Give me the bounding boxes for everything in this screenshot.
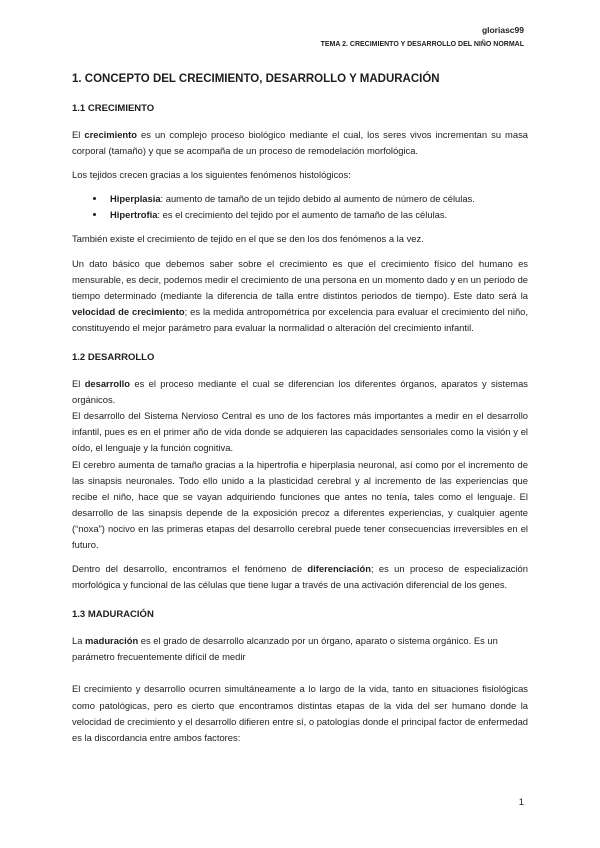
section-heading-crecimiento: 1.1 CRECIMIENTO	[72, 103, 155, 114]
section-heading-maduracion: 1.3 MADURACIÓN	[72, 609, 154, 621]
section-heading-desarrollo: 1.2 DESARROLLO	[72, 352, 155, 364]
header-author: gloriasc99	[481, 25, 524, 35]
paragraph-crecimiento-definition	[72, 127, 528, 159]
paragraph-diferenciacion	[72, 561, 528, 593]
text-run: es el grado de desarrollo alcanzado por un órgano, aparato o sistema orgánico. Es un parámetro frecuentemente difícil de medir	[72, 635, 498, 663]
page-header	[321, 24, 524, 51]
term-diferenciacion: diferenciación	[307, 563, 371, 575]
text-run: es el proceso mediante el cual se diferencian los diferentes órganos, aparatos y sistemas orgánicos.	[72, 378, 528, 406]
document-title: 1. CONCEPTO DEL CRECIMIENTO, DESARROLLO Y MADURACIÓN	[72, 73, 440, 85]
page-number: 1	[518, 797, 524, 808]
term-velocidad-crecimiento: velocidad de crecimiento	[72, 305, 185, 317]
text-run: ; es un proceso de especialización morfológica y funcional de las células que tiene lugar a través de una activación diferencial de los genes.	[72, 563, 528, 591]
paragraph-maduracion-definition	[72, 633, 528, 665]
term-crecimiento: crecimiento	[84, 129, 137, 140]
text-run: El	[72, 129, 85, 140]
term-hiperplasia: Hiperplasia	[110, 193, 161, 205]
text-run: El	[72, 378, 85, 390]
paragraph-snc: El desarrollo del Sistema Nervioso Central es uno de los factores más importantes a medir en el desarrollo infantil, pues es en el primer año de vida donde se adquieren las capacidades sensoriales como la visión y el oído, el lenguaje y la función cognitiva.	[72, 410, 528, 454]
paragraph-velocidad-crecimiento	[72, 256, 528, 336]
paragraph-tejidos: Los tejidos crecen gracias a los siguientes fenómenos histológicos:	[72, 169, 351, 181]
paragraph-ambos-fenomenos: También existe el crecimiento de tejido en el que se den los dos fenómenos a la vez.	[72, 233, 424, 245]
text-run: ; es la medida antropométrica por excelencia para evaluar el crecimiento del niño, constituyendo el mejor parámetro para evaluar la normalidad o alteración del crecimiento infantil.	[72, 305, 528, 333]
paragraph-cerebro: El cerebro aumenta de tamaño gracias a la hipertrofia e hiperplasia neuronal, así como por el incremento de las sinapsis neuronales. Todo ello unido a la plasticidad cerebral y al incremento de las experiencias que recibe el niño, hace que se vayan adquiriendo funciones que antes no tenía, tales como el lenguaje. El desarrollo de las sinapsis depende de la exposición precoz a diferentes experiencias, y cualquier agente (“noxa”) nocivo en las primeras etapas del desarrollo cerebral puede tener consecuencias irreversibles en el futuro.	[72, 458, 528, 550]
term-maduracion: maduración	[85, 635, 139, 647]
text-run: Dentro del desarrollo, encontramos el fenómeno de	[72, 563, 308, 575]
term-hipertrofia: Hipertrofia	[110, 209, 158, 221]
text-run: Un dato básico que debemos saber sobre el crecimiento es que el crecimiento físico del humano es mensurable, es decir, podemos medir el crecimiento de una persona en un momento dado y en un periodo de tiempo determinado (mediante la diferencia de talla entre distintos periodos de tiempo). Este dato será la	[72, 257, 529, 301]
text-run: : aumento de tamaño de un tejido debido al aumento de número de células.	[160, 193, 475, 205]
header-topic: TEMA 2. CRECIMIENTO Y DESARROLLO DEL NIÑO NORMAL	[320, 41, 524, 48]
list-item-hiperplasia	[106, 191, 528, 207]
text-run: La	[72, 635, 86, 647]
text-run: es un complejo proceso biológico mediante el cual, los seres vivos incrementan su masa corporal (tamaño) y que se acompaña de un proceso de remodelación morfológica.	[72, 129, 528, 157]
paragraph-simultaneo: El crecimiento y desarrollo ocurren simultáneamente a lo largo de la vida, tanto en situaciones fisiológicas como patológicas, pero es cierto que encontramos distintas etapas de la vida del ser humano donde la velocidad de crecimiento y el desarrollo difieren entre sí, o patologías donde el principal factor de enfermedad es la discordancia entre ambos factores:	[72, 683, 528, 743]
phenomena-list	[72, 191, 528, 223]
term-desarrollo: desarrollo	[84, 378, 131, 390]
paragraph-desarrollo-definition	[72, 376, 528, 408]
document-body	[72, 72, 528, 754]
text-run: : es el crecimiento del tejido por el aumento de tamaño de las células.	[157, 209, 448, 221]
list-item-hipertrofia	[106, 207, 528, 223]
